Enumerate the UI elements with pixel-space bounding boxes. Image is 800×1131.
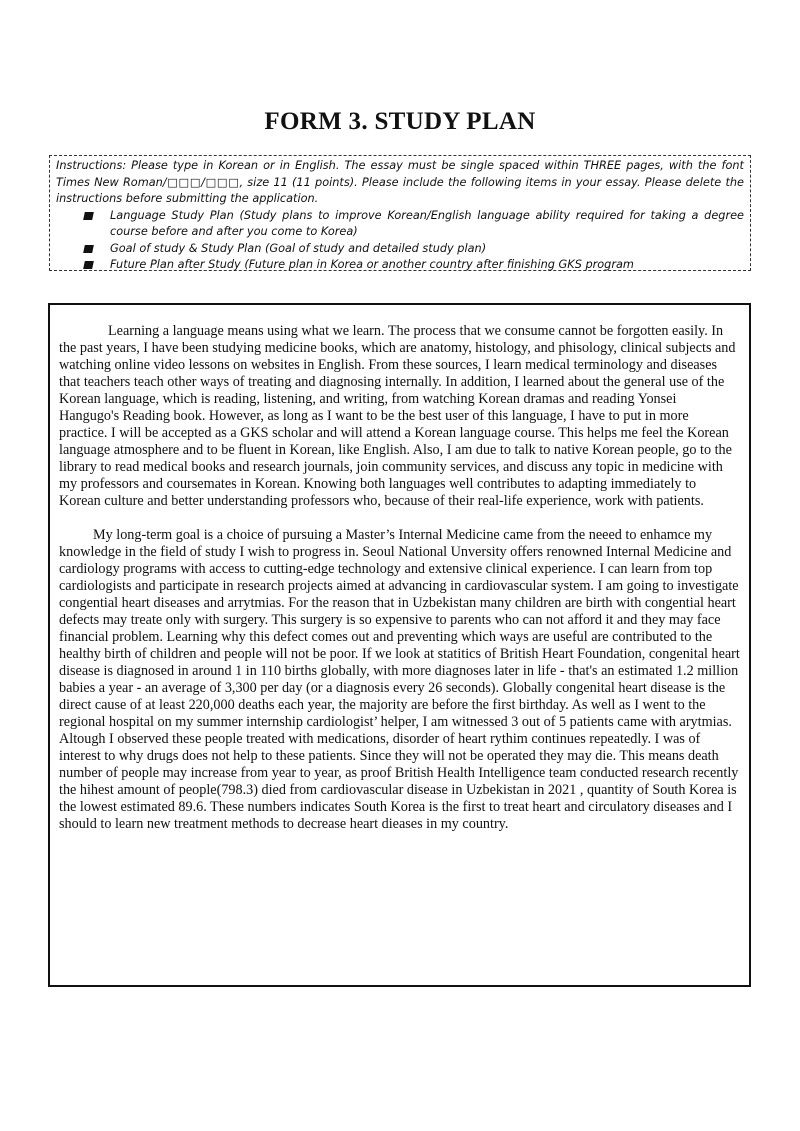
- instructions-text: Instructions: Please type in Korean or in English. The essay must be single spaced within THREE pages, with the font Times New Roman/□□□/□□□, size 11 (11 points). Please include the following items in your essay. Please delete the instructions before submitting the application.: [56, 159, 744, 205]
- instructions-list: [56, 208, 744, 274]
- square-bullet-icon: [83, 245, 94, 253]
- instruction-item-text: Future Plan after Study (Future plan in Korea or another country after finishing GKS program: [110, 258, 634, 271]
- essay-paragraph-language-study: Learning a language means using what we learn. The process that we consume cannot be forgotten easily. In the past years, I have been studying medicine books, which are anatomy, histology, and phisology, clinical subjects and watching online video lessons on websites in English. From these sources, I learn medical terminology and diseases that teachers teach other ways of treating and diagnosing internally. In addition, I learned about the general use of the Korean language, which is reading, listening, and writing, from watching Korean dramas and reading Yonsei Hangugo's Reading book. However, as long as I want to be the best user of this language, I have to put in more practice. I will be accepted as a GKS scholar and will attend a Korean language course. This helps me feel the Korean language atmosphere and to be fluent in Korean, like English. Also, I am due to talk to native Korean people, go to the library to read medical books and research journals, join community services, and discuss any topic in medicine with my professors and coursemates in Korean. Knowing both languages well contributes to adapting immediately to Korean culture and better understanding professors who, because of their real-life experience, work with patients.: [59, 323, 736, 509]
- instruction-item-text: Goal of study & Study Plan (Goal of study and detailed study plan): [110, 241, 487, 255]
- square-bullet-icon: [83, 212, 94, 220]
- essay-box[interactable]: [48, 303, 751, 987]
- square-bullet-icon: [83, 261, 94, 269]
- form-title: FORM 3. STUDY PLAN: [264, 108, 536, 135]
- instruction-item-text: Language Study Plan (Study plans to improve Korean/English language ability required for taking a degree course before and after you come to Korea): [110, 208, 744, 238]
- essay-paragraph-study-goal: My long-term goal is a choice of pursuing a Master’s Internal Medicine came from the neeed to enhamce my knowledge in the field of study I wish to progress in. Seoul National Unversity offers renowned Internal Medicine and cardiology programs with access to cutting-edge technology and extensive clinical experience. I can learn from top cardiologists and participate in research projects aimed at advancing in cardiovascular system. I am going to investigate congential heart diseases and arrytmias. For the reason that in Uzbekistan many children are birth with congential heart defects may treate only with surgery. This surgery is so expensive to parents who can not afford it and they may face financial problem. Learning why this defect comes out and preventing which ways are useful are contributed to the healthy birth of children and people will not be poor. If we look at statitics of British Heart Foundation, congenital heart disease is diagnosed in around 1 in 110 births globally, with more diagnoses later in life - that's an estimated 1.2 million babies a year - an average of 3,300 per day (or a diagnosis every 26 seconds). Globally congenital heart disease is the direct cause of at least 220,000 deaths each year, the majority are before the first birthday. As well as I went to the regional hospital on my summer internship cardiologist’ helper, I am witnessed 3 out of 5 patients came with arytmias. Altough I observed these people treated with medications, disorder of heart rythim continues repeatedly. I was of interest to why drugs does not help to these patients. Since they will not be operated they may die. This means death number of people may increase from year to year, as proof British Health Intelligence team conducted research recently the hihest amount of people(798.3) died from cardiovascular disease in Uzbekistan in 2021 , quantity of South Korea is the lowest estimated 89.6. These numbers indicates South Korea is the first to treat heart and circulatory diseases and I should to learn new treatment methods to decrease heart dieases in my country.: [59, 527, 740, 832]
- instructions-box: [49, 155, 751, 271]
- instruction-item-goal-of-study: [84, 241, 744, 258]
- instruction-item-language-study: [84, 208, 744, 241]
- instruction-item-future-plan: [84, 257, 744, 274]
